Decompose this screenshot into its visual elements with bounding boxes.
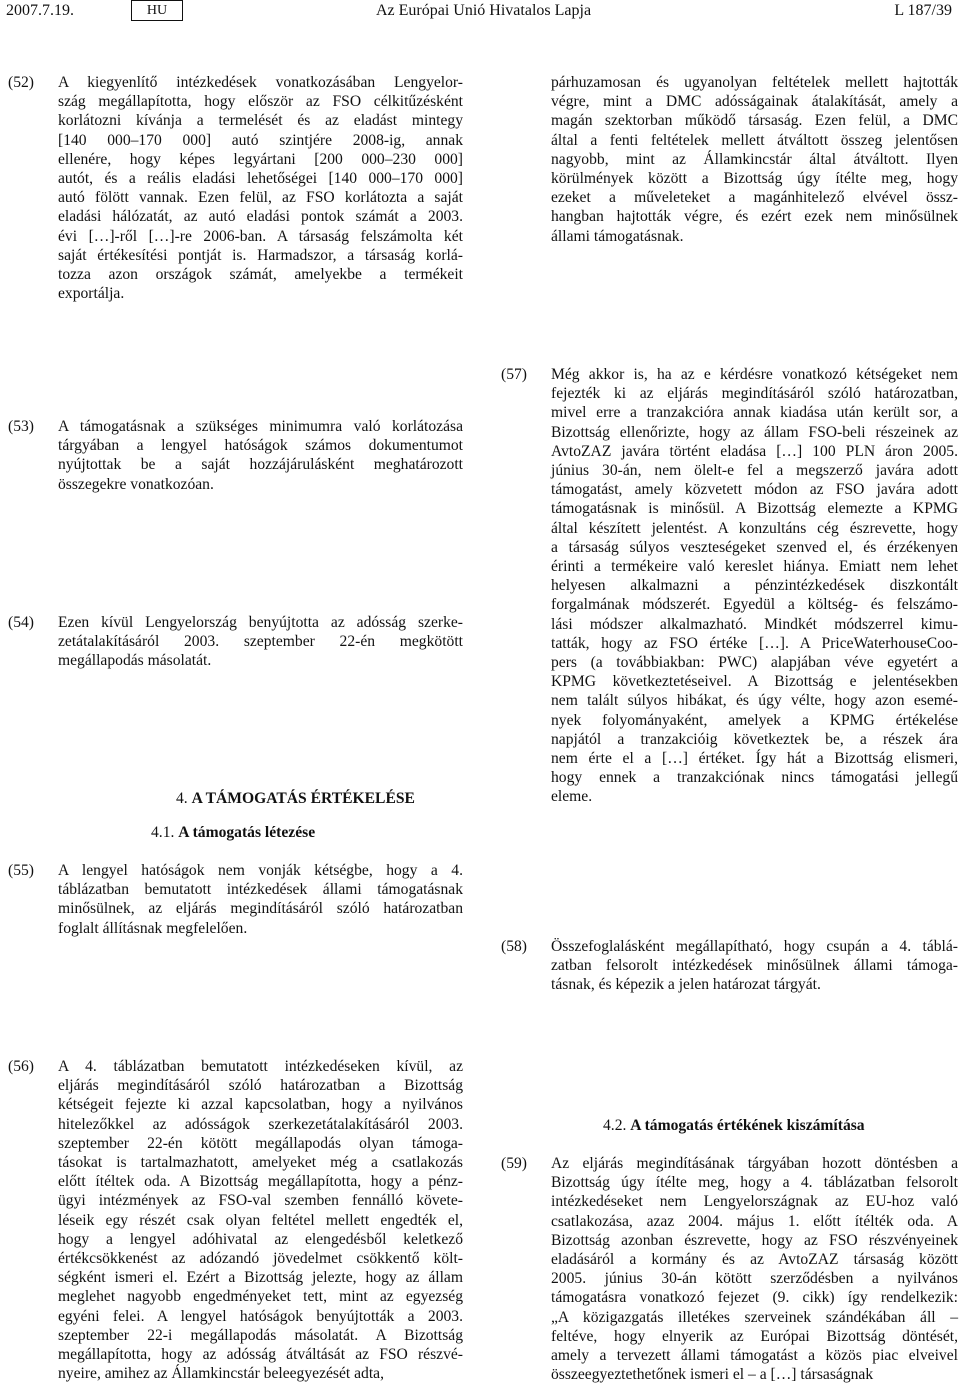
text-line: által készített jelentést. A konzultáns cég észrevette, hogy [551, 519, 958, 537]
text-line: ségként ismeri el. Ezért a Bizottság jelezte, hogy az állam [58, 1269, 463, 1287]
text-line: megállapodás másolatát. [58, 652, 212, 670]
text-line: forgalmának módszerét. Egyedül a költség- és felszámo- [551, 596, 958, 614]
text-line: minősülnek, az eljárás megindításáról szóló határozatban [58, 900, 463, 918]
section-heading-4-2 [603, 1116, 865, 1135]
text-line: léseik egy részét csak olyan feltétel mellett engedték el, [58, 1211, 463, 1229]
text-line: zetátalakításáról 2003. szeptember 22-én megkötött [58, 633, 463, 651]
text-line: tatták, hogy az FSO értéke […]. A PriceWaterhouseCoo- [551, 634, 958, 652]
paragraph-number: (52) [8, 74, 34, 91]
text-line: körülmények között a Bizottság úgy ítélte meg, hogy [551, 170, 958, 188]
text-line: nagyobb, mint az Államkincstár által átváltott. Ilyen [551, 150, 958, 168]
text-line: évi […]-ről […]-re 2006-ban. A társaság felszámolta két [58, 227, 463, 245]
paragraph-text [551, 937, 958, 995]
text-line: intézkedéseket nem Lengyelországnak az EU-hoz való [551, 1193, 958, 1211]
text-line: nem talált súlyos hibákat, és úgy vélte, hogy azon esemé- [551, 692, 958, 710]
text-line: Bizottság ellenőrizte, hogy az állam FSO-beli részeinek az [551, 423, 958, 441]
text-line: zatban felsorolt intézkedések minősülnek állami támoga- [551, 957, 958, 975]
text-line: értékcsökkenést az adózandó jövedelmet csökkentő költ- [58, 1250, 463, 1268]
text-line: állami támogatásnak. [551, 227, 684, 245]
text-line: összeegyeztethetőnek ismeri el – a […] társaságnak [551, 1366, 874, 1384]
text-line: Összefoglalásként megállapítható, hogy csupán a 4. táblá- [551, 938, 958, 955]
page-header [0, 0, 960, 24]
text-line: A támogatásnak a szükséges minimumra való korlátozása [58, 418, 463, 435]
text-line: tárgyában a lengyel hatóságok számos dokumentumot [58, 437, 463, 455]
text-line: saját értékesítési pontját is. Harmadszor, a társaság korlá- [58, 246, 463, 264]
text-line: ellenére, hogy képes legyártani [200 000–230 000] [58, 150, 463, 168]
text-line: hitelezőkkel az adósságok szerkezetátalakításáról 2003. [58, 1115, 463, 1133]
text-line: tásokat is tartalmazhatott, amelyeket még a csatlakozás [58, 1154, 463, 1172]
text-line: A 4. táblázatban bemutatott intézkedéseken kívül, az [58, 1058, 463, 1075]
text-line: eleme. [551, 788, 593, 806]
text-line: foglalt állításnak megfelelően. [58, 919, 248, 937]
text-line: párhuzamosan és ugyanolyan feltételek mellett hajtották [551, 74, 958, 91]
text-line: hogy ennek a tranzakciónak nincs támogatási jellegű [551, 769, 958, 787]
text-line: tozza azon országok számát, amelyekbe a termékeit [58, 266, 463, 284]
section-heading-4-1 [151, 823, 315, 842]
text-line: korlátozni kívánja a termelését és az eladást mintegy [58, 112, 463, 130]
text-line: előtt ítéltek oda. A Bizottság megállapította, hogy a pénz- [58, 1173, 463, 1191]
text-line: lási módszer alkalmazható. Mindkét módszerrel kimu- [551, 615, 958, 633]
paragraph-number: (57) [501, 366, 527, 383]
text-line: nem érte el a […] értéket. Így hát a Bizottság elismeri, [551, 750, 958, 768]
text-line: nyek folyományaként, amelyek a KPMG értékelése [551, 711, 958, 729]
text-line: feltéve, hogy elnyerik az Európai Bizottság döntését, [551, 1327, 958, 1345]
text-line: exportálja. [58, 285, 125, 303]
text-line: Még akkor is, ha az e kérdésre vonatkozó kétségeket nem [551, 366, 958, 383]
text-line: tásnak, és képezik a jelen határozat tárgyát. [551, 976, 821, 994]
text-line: magán szektorban működő társaság. Ezen felül, a DMC [551, 112, 958, 130]
text-line: [140 000–170 000] autó szintjére 2008-ig, annak [58, 131, 463, 149]
text-line: támogatást, amely közvetett módon az FSO javára adott [551, 481, 958, 499]
text-line: „A közigazgatás illetékes szerveinek szándékában áll – [551, 1308, 958, 1326]
text-line: helyesen alkalmazni a pénzintézkedések diszkontált [551, 577, 958, 595]
text-line: csatlakozása, azaz 2004. május 1. előtt ítélték oda. A [551, 1212, 958, 1230]
paragraph-number: (53) [8, 418, 34, 435]
text-line: megállapította, hogy az adósság átváltását az FSO részvé- [58, 1346, 463, 1364]
text-line: 2005. június 30-án kötött szerződésben a nyilvános [551, 1270, 958, 1288]
text-line: egyéni felei. A lengyel hatóságok benyújtották a 2003. [58, 1307, 463, 1325]
language-code-box: HU [131, 0, 183, 21]
paragraph-text [58, 613, 463, 671]
paragraph-number: (59) [501, 1155, 527, 1172]
paragraph-text [58, 861, 463, 938]
text-line: nyeire, amihez az Államkincstár beleegyezését adta, [58, 1365, 384, 1383]
section-heading-4 [176, 789, 415, 808]
text-line: ügyi intézmények az FSO-val szemben fennálló követe- [58, 1192, 463, 1210]
heading-title: A támogatás létezése [178, 824, 316, 841]
heading-number: 4.2. [603, 1117, 627, 1134]
text-line: végre, mint a DMC adósságainak átalakítását, amely a [551, 93, 958, 111]
text-line: napjától a tranzakcióig következtek be, a részek ára [551, 730, 958, 748]
text-line: táblázatban bemutatott intézkedések állami támogatásnak [58, 881, 463, 899]
paragraph-text [551, 1154, 958, 1384]
text-line: Bizottság úgy ítélte meg, hogy a 4. táblázatban felsorolt [551, 1174, 958, 1192]
paragraph-number: (56) [8, 1058, 34, 1075]
text-line: Az eljárás megindításának tárgyában hozott döntésben a [551, 1155, 958, 1172]
text-line: KPMG következtetéseivel. A Bizottság e jelentésekben [551, 673, 958, 691]
text-line: meglehet nagyobb engedményeket tett, mint az egyezség [58, 1288, 463, 1306]
publication-date: 2007.7.19. [6, 2, 74, 19]
text-line: összegekre vonatkozóan. [58, 475, 214, 493]
text-line: amely a tervezett állami támogatást a közös piac elveivel [551, 1347, 958, 1365]
text-line: fejezték ki az eljárás megindításáról szóló határozatban, [551, 385, 958, 403]
text-line: Bizottság azonban észrevette, hogy az FSO részvényeinek [551, 1231, 958, 1249]
paragraph-number: (55) [8, 862, 34, 879]
heading-number: 4.1. [151, 824, 175, 841]
text-line: június 30-án, nem ölelt-e fel a megszerző javára adott [551, 462, 958, 480]
text-line: hogy a lengyel adóhivatal az elengedésből keletkező [58, 1230, 463, 1248]
paragraph-text [58, 1057, 463, 1383]
paragraph-continuation [551, 73, 958, 246]
text-line: támogatásra vonatkozó fejezet (9. cikk) így rendelkezik: [551, 1289, 958, 1307]
paragraph-number: (54) [8, 614, 34, 631]
text-line: autó fölött vannak. Ezen felül, az FSO korlátozta a saját [58, 189, 463, 207]
text-line: szeptember 22-i megállapodás másolatát. A Bizottság [58, 1326, 463, 1344]
journal-title: Az Európai Unió Hivatalos Lapja [376, 2, 592, 19]
heading-number: 4. [176, 790, 188, 807]
paragraph-text [551, 365, 958, 807]
text-line: szág megállapította, hogy először az FSO célkitűzésként [58, 93, 463, 111]
text-line: autót, és a reális eladási lehetőségei [140 000–170 000] [58, 170, 463, 188]
paragraph-number: (58) [501, 938, 527, 955]
text-line: nyújtottak be a saját hozzájárulásként meghatározott [58, 456, 463, 474]
text-line: kétségeit fejezte ki azzal kapcsolatban, hogy a nyilvános [58, 1096, 463, 1114]
text-line: AvtoZAZ javára történt eladása […] 100 PLN áron 2005. [551, 442, 958, 460]
heading-title: A támogatás értékének kiszámítása [630, 1117, 865, 1134]
text-line: a társaság súlyos veszteségeket szenved el, és érzékenyen [551, 538, 958, 556]
text-line: szeptember 22-én kötött megállapodás olyan támoga- [58, 1134, 463, 1152]
text-line: támogatásnak is minősül. A Bizottság elemezte a KPMG [551, 500, 958, 518]
text-line: pers (a továbbiakban: PWC) alapjában véve egyetért a [551, 654, 958, 672]
text-line: érinti a termékeire való kereslet hiánya. Emiatt nem lehet [551, 558, 958, 576]
text-line: eljárás megindításáról szóló határozatban a Bizottság [58, 1077, 463, 1095]
text-line: ezeket a műveleteket a magánhitelező elvével össz- [551, 189, 958, 207]
paragraph-text [58, 417, 463, 494]
text-line: A kiegyenlítő intézkedések vonatkozásában Lengyelor- [58, 74, 463, 91]
text-line: eladásáról a kormány és az AvtoZAZ társaság között [551, 1251, 958, 1269]
text-line: eladási hálózatát, az autó eladási pontok számát a 2003. [58, 208, 463, 226]
paragraph-text [58, 73, 463, 303]
text-line: mivel erre a tranzakcióra annak kiadása után került sor, a [551, 404, 958, 422]
text-line: hangban hajtották végre, és ezért ezek nem minősülnek [551, 208, 958, 226]
text-line: Ezen kívül Lengyelország benyújtotta az adósság szerke- [58, 614, 463, 631]
text-line: által a fenti feltételek mellett átváltott összeg jelentősen [551, 131, 958, 149]
page-reference: L 187/39 [894, 2, 952, 19]
text-line: A lengyel hatóságok nem vonják kétségbe, hogy a 4. [58, 862, 463, 879]
heading-title: A TÁMOGATÁS ÉRTÉKELÉSE [191, 790, 415, 807]
